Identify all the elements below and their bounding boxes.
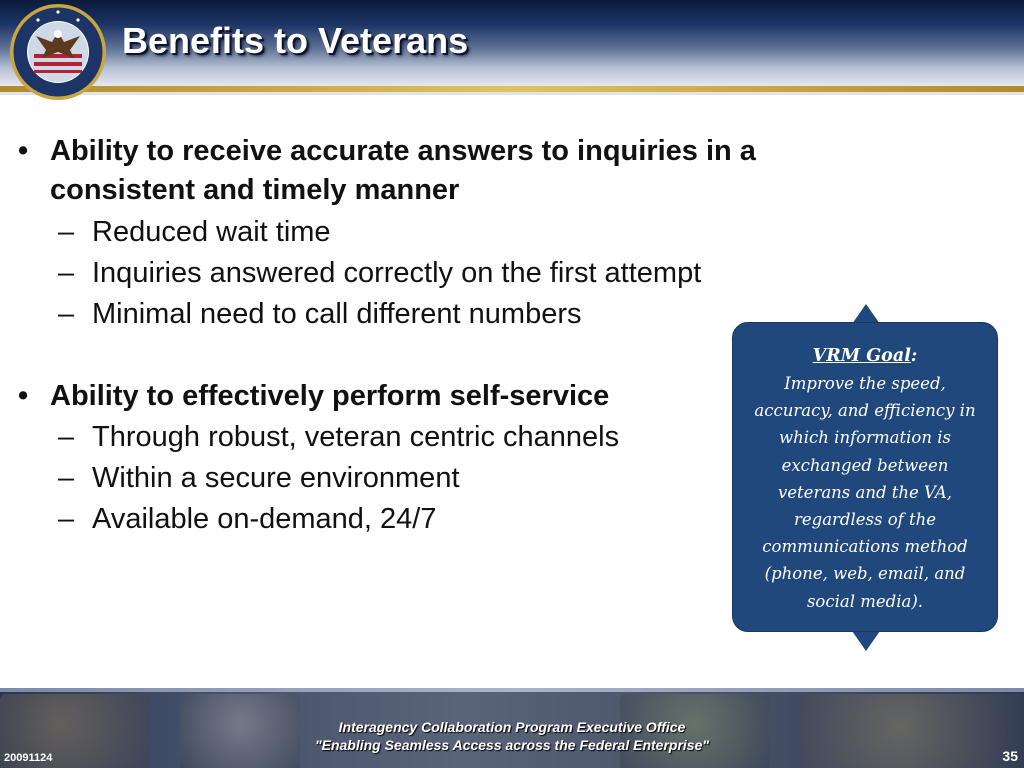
list-item (58, 417, 758, 457)
page-title: Benefits to Veterans (122, 20, 469, 61)
va-seal-icon (8, 2, 108, 102)
dash-icon: – (58, 421, 75, 453)
footer-tagline: "Enabling Seamless Access across the Federal Enterprise" (314, 737, 710, 753)
dash-icon: – (58, 216, 75, 248)
callout-heading-text: VRM Goal (812, 346, 911, 366)
header-rule (0, 92, 1024, 95)
footer-rule (0, 688, 1024, 692)
list-item (58, 294, 758, 334)
footer-org-name: Interagency Collaboration Program Executive Office (338, 719, 686, 735)
callout-heading-colon: : (910, 346, 918, 366)
footer-org (0, 718, 1024, 754)
callout-notch-bottom (852, 631, 880, 651)
vrm-goal-callout (732, 322, 998, 632)
sub-bullet-text: Reduced wait time (92, 216, 331, 248)
list-item (18, 132, 898, 210)
callout-notch-top (852, 304, 880, 324)
list-item (58, 212, 758, 252)
list-item (58, 253, 758, 293)
dash-icon: – (58, 462, 75, 494)
footer-date-code: 20091124 (4, 752, 53, 764)
dash-icon: – (58, 298, 75, 330)
callout-heading (743, 343, 987, 370)
sub-bullet-text: Minimal need to call different numbers (92, 298, 582, 330)
sub-bullet-text: Within a secure environment (92, 462, 460, 494)
sub-bullet-text: Available on-demand, 24/7 (92, 503, 437, 535)
sub-bullet-text: Inquiries answered correctly on the first attempt (92, 257, 702, 289)
bullet-icon: • (18, 135, 29, 167)
list-item (58, 458, 758, 498)
footer-banner (0, 688, 1024, 768)
sub-bullet-text: Through robust, veteran centric channels (92, 421, 620, 453)
callout-body: Improve the speed, accuracy, and efficiency in which information is exchanged between veterans and the VA, regardless of the communications method (phone, web, email, and social media). (754, 374, 976, 611)
bullet-text: Ability to effectively perform self-service (50, 380, 610, 412)
dash-icon: – (58, 257, 75, 289)
list-item (58, 499, 758, 539)
bullet-icon: • (18, 380, 29, 412)
bullet-text: Ability to receive accurate answers to inquiries in a consistent and timely manner (50, 135, 756, 206)
page-number: 35 (1002, 748, 1018, 764)
dash-icon: – (58, 503, 75, 535)
